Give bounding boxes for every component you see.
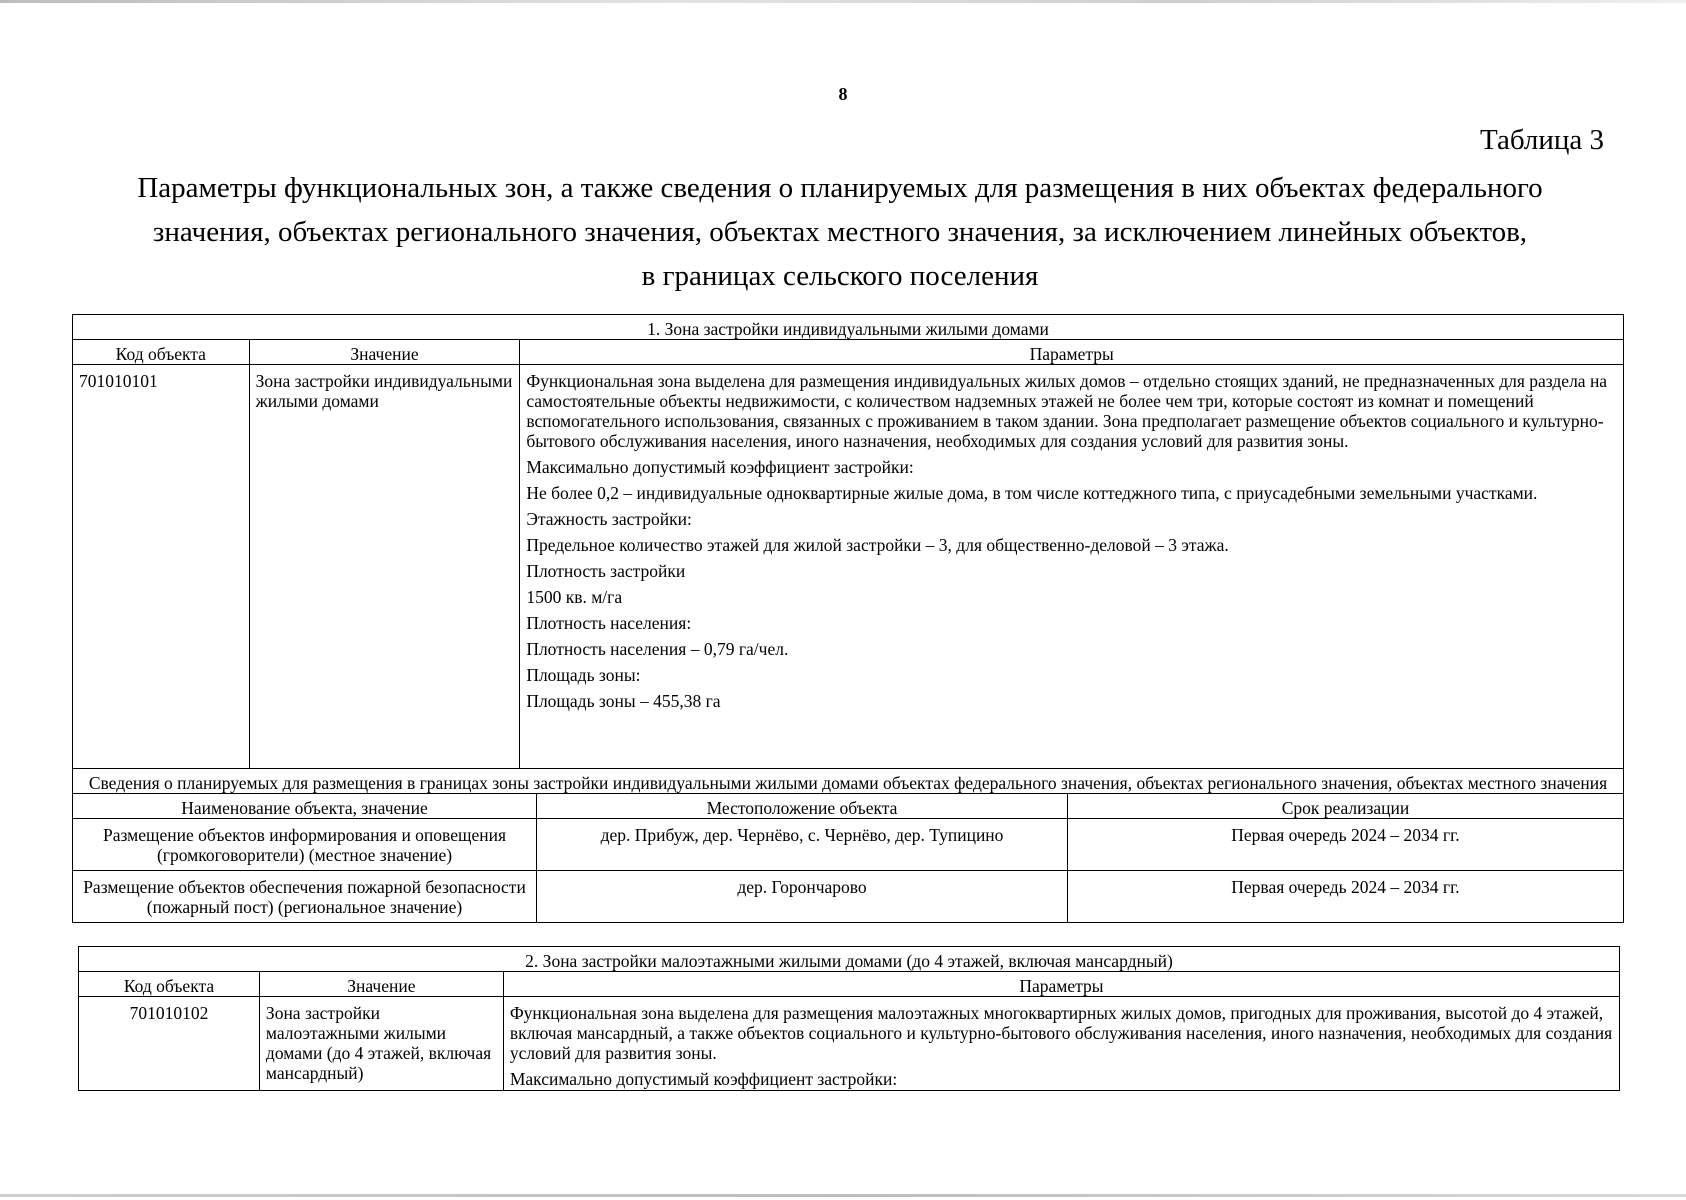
param-value: Не более 0,2 – индивидуальные одноквартирные жилые дома, в том числе коттеджного типа, с приусадебными земельными участками.: [526, 483, 1538, 503]
object-term: Первая очередь 2024 – 2034 гг.: [1067, 871, 1623, 923]
param-label: Площадь зоны:: [526, 665, 641, 685]
objects-heading-row: [73, 769, 1624, 794]
object-location: дер. Прибуж, дер. Чернёво, с. Чернёво, дер. Тупицино: [537, 819, 1068, 871]
param-label: Максимально допустимый коэффициент застройки:: [509, 1069, 898, 1089]
object-term: Первая очередь 2024 – 2034 гг.: [1067, 819, 1623, 871]
zone-params: [520, 365, 1624, 769]
zone1-data-row: [73, 365, 1624, 769]
column-header-params: Параметры: [503, 972, 1619, 997]
param-description: Функциональная зона выделена для размещения индивидуальных жилых домов – отдельно стоящих зданий, не предназначенных для раздела на самостоятельные объекты недвижимости, с количеством надземных этажей не более чем три, которые состоят из комнат и помещений вспомогательного использования, связанных с проживанием в таком здании. Зона предполагает размещение объектов социального и культурно-бытового обслуживания населения, иного назначения, необходимых для создания условий для развития зоны.: [526, 371, 1608, 451]
scan-edge-bottom: [0, 1194, 1686, 1197]
param-description: Функциональная зона выделена для размещения малоэтажных многоквартирных жилых домов, пригодных для проживания, высотой до 4 этажей, включая мансардный, а также объектов социального и культурно-бытового обслуживания населения, иного назначения, необходимых для создания условий для развития зоны.: [509, 1003, 1613, 1063]
column-header-location: Местоположение объекта: [537, 794, 1068, 819]
objects-column-header-row: [73, 794, 1624, 819]
object-name: Размещение объектов обеспечения пожарной безопасности (пожарный пост) (региональное значение): [73, 871, 537, 923]
column-header-code: Код объекта: [73, 340, 250, 365]
title-line: значения, объектах регионального значения, объектах местного значения, за исключением линейных объектов,: [152, 216, 1528, 248]
column-header-code: Код объекта: [79, 972, 260, 997]
objects-heading: Сведения о планируемых для размещения в границах зоны застройки индивидуальными жилыми домами объектах федерального значения, объектах регионального значения, объектах местного значения: [73, 769, 1624, 794]
zone2-table: [78, 946, 1620, 1091]
column-header-term: Срок реализации: [1067, 794, 1623, 819]
object-row: [73, 871, 1624, 923]
zone-value: Зона застройки индивидуальными жилыми домами: [249, 365, 520, 769]
zone2-data-row: [79, 997, 1620, 1091]
zone1-heading-row: [73, 315, 1624, 340]
title-line: в границах сельского поселения: [641, 260, 1039, 292]
zone1-heading: 1. Зона застройки индивидуальными жилыми домами: [73, 315, 1624, 340]
zone2-heading: 2. Зона застройки малоэтажными жилыми домами (до 4 этажей, включая мансардный): [79, 947, 1620, 972]
object-code: 701010102: [79, 997, 260, 1091]
table-label: Таблица 3: [1479, 124, 1604, 156]
page-number: 8: [838, 84, 848, 104]
param-value: Плотность населения – 0,79 га/чел.: [526, 639, 789, 659]
param-value: 1500 кв. м/га: [526, 587, 623, 607]
zone2-column-header-row: [79, 972, 1620, 997]
column-header-params: Параметры: [520, 340, 1624, 365]
param-label: Этажность застройки:: [526, 509, 692, 529]
column-header-object-name: Наименование объекта, значение: [73, 794, 537, 819]
object-name: Размещение объектов информирования и оповещения (громкоговорители) (местное значение): [73, 819, 537, 871]
param-value: Предельное количество этажей для жилой застройки – 3, для общественно-деловой – 3 этажа.: [526, 535, 1229, 555]
zone-params: [503, 997, 1619, 1091]
column-header-value: Значение: [259, 972, 503, 997]
object-row: [73, 819, 1624, 871]
document-title: [80, 166, 1600, 298]
title-line: Параметры функциональных зон, а также сведения о планируемых для размещения в них объектах федерального: [137, 172, 1543, 204]
column-header-value: Значение: [249, 340, 520, 365]
param-label: Максимально допустимый коэффициент застройки:: [526, 457, 914, 477]
param-value: Площадь зоны – 455,38 га: [526, 691, 721, 711]
object-location: дер. Горончарово: [537, 871, 1068, 923]
zone-value: Зона застройки малоэтажными жилыми домами (до 4 этажей, включая мансардный): [259, 997, 503, 1091]
zone2-heading-row: [79, 947, 1620, 972]
param-label: Плотность населения:: [526, 613, 692, 633]
param-label: Плотность застройки: [526, 561, 686, 581]
zone1-table: [72, 314, 1624, 923]
zone1-column-header-row: [73, 340, 1624, 365]
object-code: 701010101: [73, 365, 250, 769]
scan-edge-top: [0, 0, 1686, 3]
